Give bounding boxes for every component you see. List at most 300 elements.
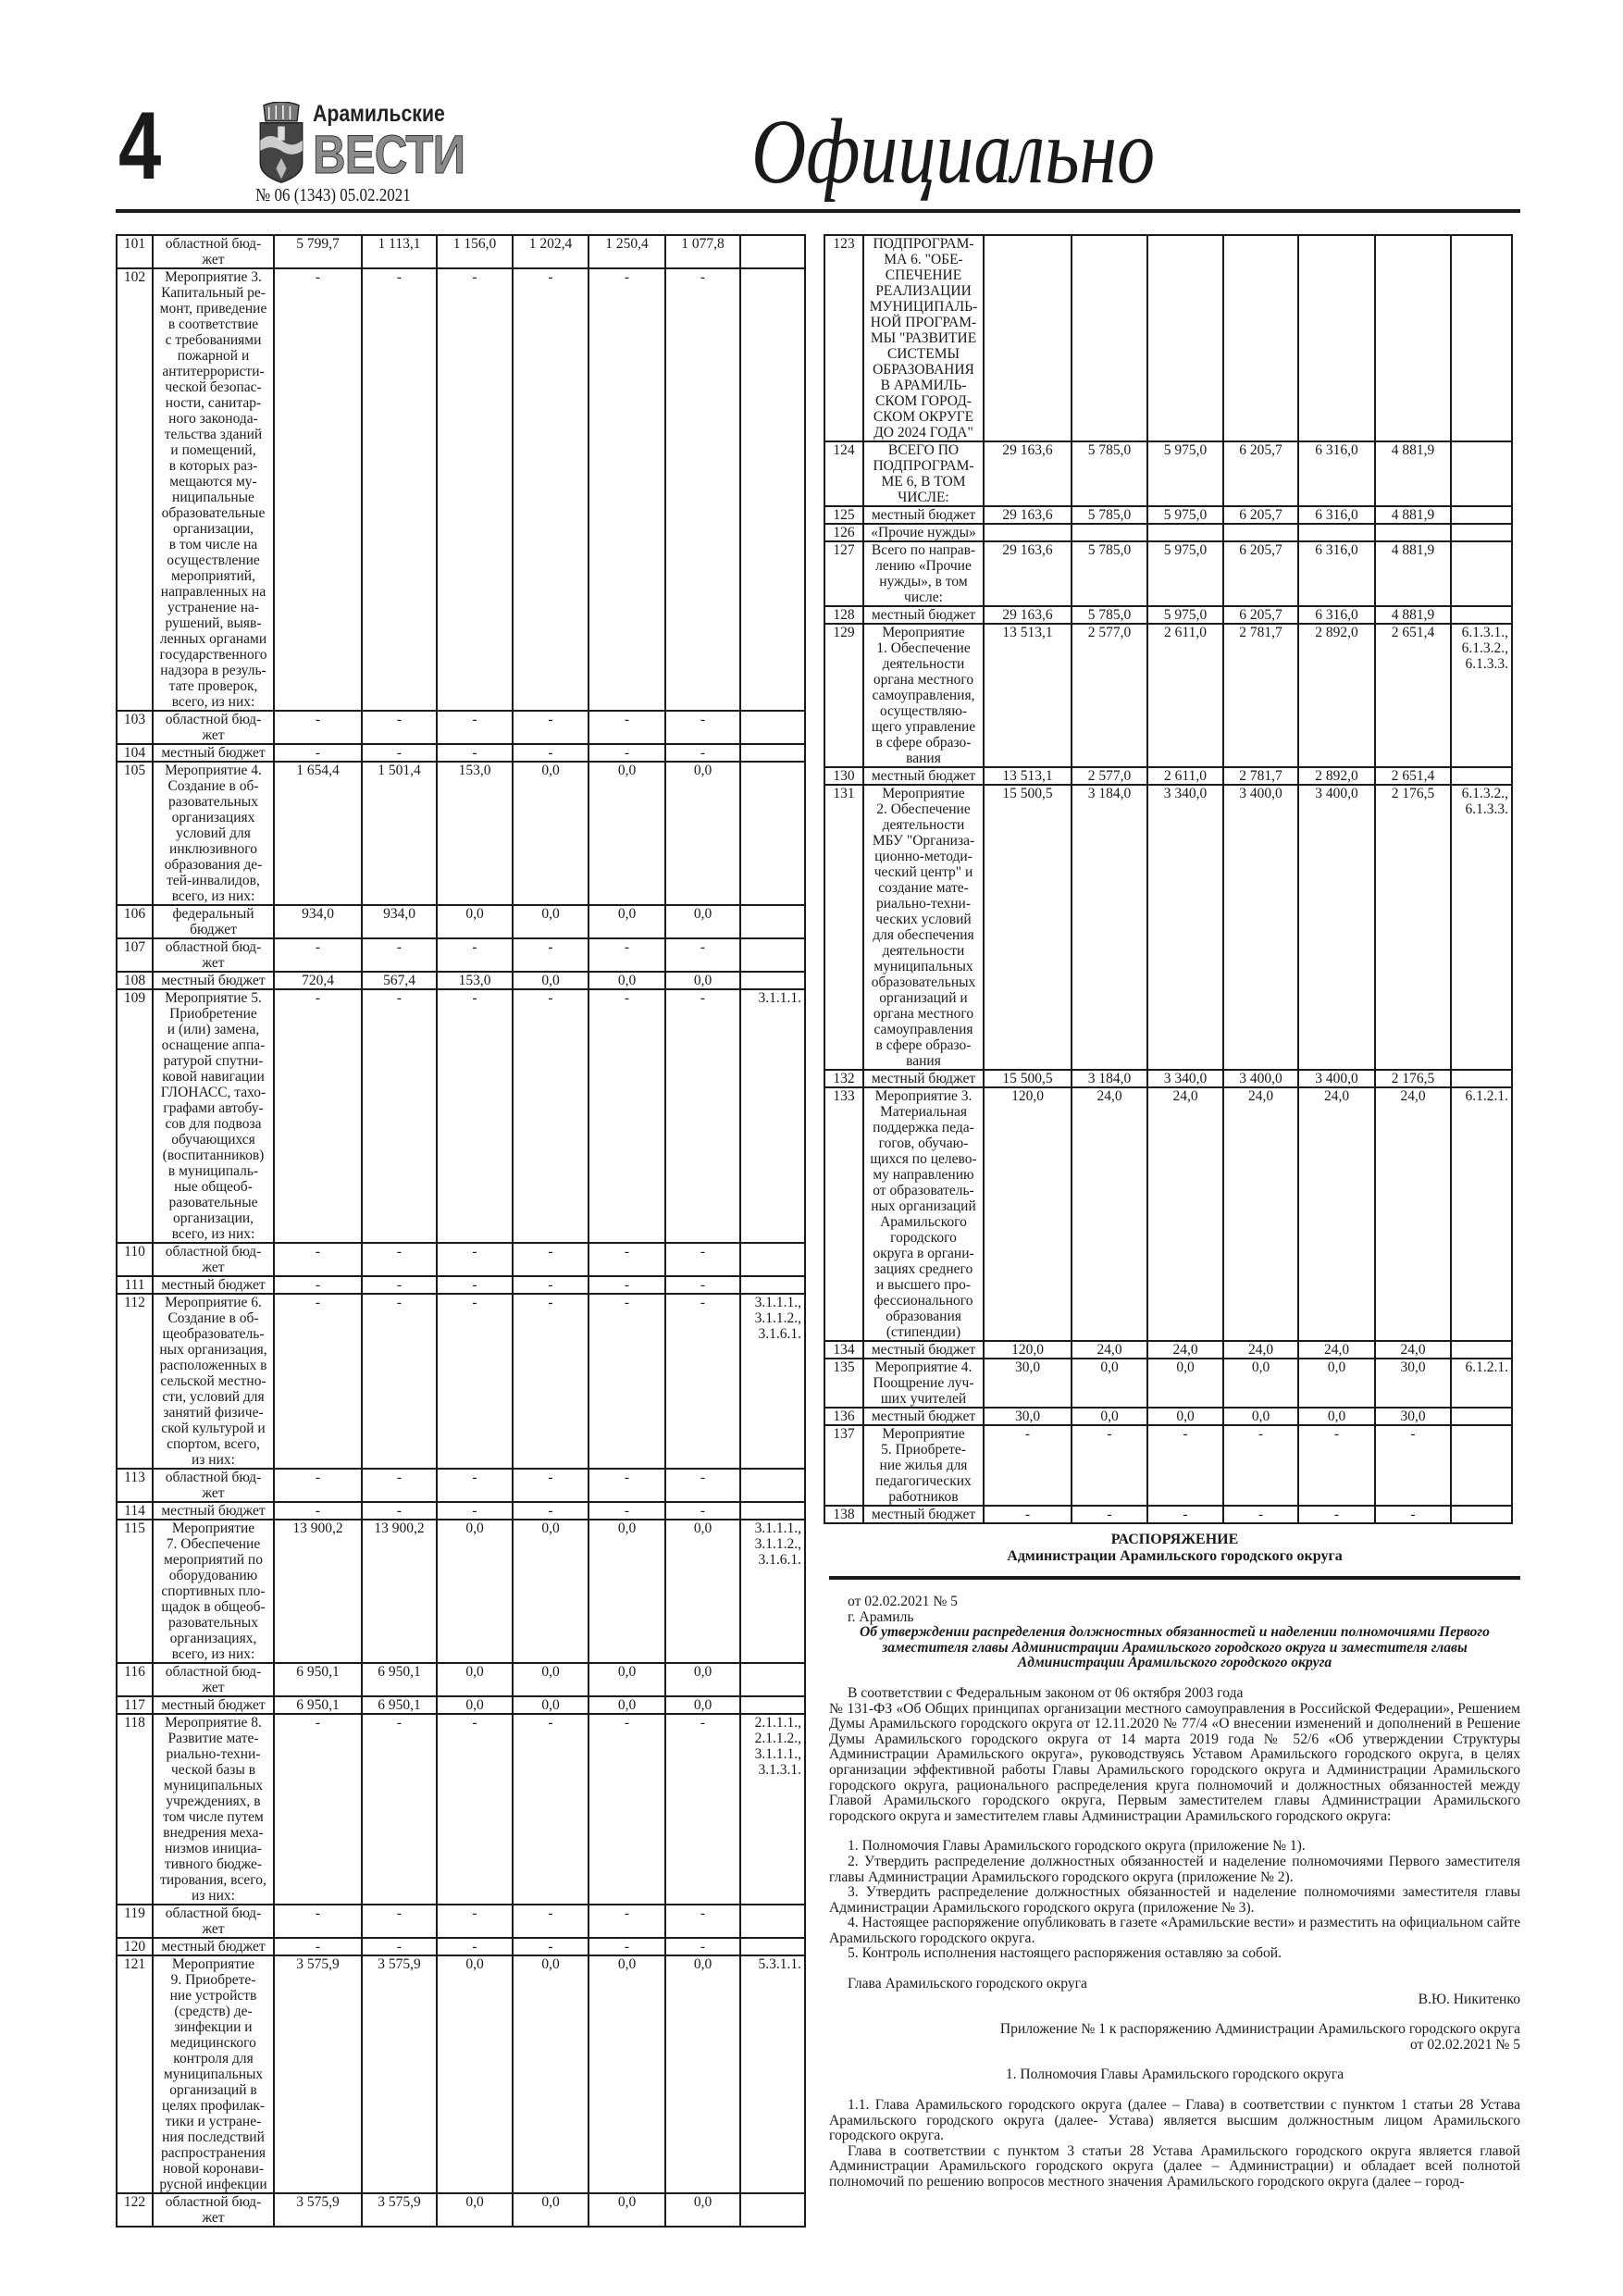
cell-row-name: местный бюджет — [153, 1502, 274, 1520]
cell-year-1: 5 785,0 — [1072, 506, 1147, 524]
cell-row-number: 135 — [824, 1359, 863, 1408]
cell-year-1: - — [362, 744, 437, 762]
cell-year-2: - — [437, 268, 513, 711]
signature-name: В.Ю. Никитенко — [1418, 1991, 1520, 2007]
cell-row-number: 117 — [117, 1696, 153, 1714]
cell-target-code — [1451, 506, 1512, 524]
cell-year-5: - — [665, 1714, 740, 1905]
table-row — [117, 711, 805, 744]
cell-year-5: - — [665, 1502, 740, 1520]
logo-title-main: ВЕСТИ — [313, 125, 465, 185]
table-row — [117, 1714, 805, 1905]
cell-row-number: 136 — [824, 1408, 863, 1425]
cell-row-name: Мероприятие 4. Создание в об- разовательных организациях условий для инклюзивного образования де- тей-инвалидов, всего, из них: — [153, 762, 274, 905]
cell-year-5: 2 176,5 — [1375, 785, 1451, 1070]
cell-year-2: 0,0 — [437, 2193, 513, 2227]
cell-year-2 — [1147, 235, 1223, 441]
cell-year-4: 0,0 — [588, 2193, 665, 2227]
cell-year-3: 0,0 — [513, 905, 588, 938]
cell-year-2: - — [437, 711, 513, 744]
preamble-text: № 131-ФЗ «Об Общих принципах организации местного самоуправления в Российской Федерации», Решением Думы Арамильского городского округа от 12.11.2020 № 77/4 «О внесении изменений и дополнений в Решение Думы Арамильского городского округа от 14 марта 2019 года № 52/6 «Об утверждении Структуры Администрации Арамильского округа», руководствуясь Уставом Арамильского городского округа, в целях организации эффективной работы Главы Арамильского городского округа и Администрации Арамильского городского округа, рационального распределения круга полномочий и должностных обязанностей между Главой Арамильского городского округа, Первым заместителем главы Администрации Арамильского городского округа и заместителем главы Администрации Арамильского городского округа: — [829, 1700, 1520, 1824]
cell-year-5: - — [665, 989, 740, 1243]
section-heading: 1. Полномочия Главы Арамильского городского округа — [1005, 2066, 1344, 2083]
cell-row-number: 108 — [117, 972, 153, 989]
cell-year-2: 0,0 — [1147, 1359, 1223, 1408]
page-number: 4 — [118, 93, 162, 200]
cell-year-3: 1 202,4 — [513, 235, 588, 268]
cell-year-5: - — [665, 1276, 740, 1294]
cell-year-4: 0,0 — [1298, 1359, 1375, 1408]
cell-year-4: - — [588, 1243, 665, 1276]
cell-year-2: 0,0 — [1147, 1408, 1223, 1425]
cell-year-4: - — [588, 1905, 665, 1938]
cell-year-1: 6 950,1 — [362, 1663, 437, 1696]
cell-year-4: 0,0 — [588, 762, 665, 905]
cell-total: 120,0 — [984, 1087, 1072, 1341]
cell-year-4: 6 316,0 — [1298, 506, 1375, 524]
cell-row-name: Мероприятие 7. Обеспечение мероприятий по оборудованию спортивных пло- щадок в общеоб- разовательных организациях, всего, из них: — [153, 1520, 274, 1663]
cell-year-2: 153,0 — [437, 972, 513, 989]
table-row — [117, 1905, 805, 1938]
cell-target-code: 3.1.1.1., 3.1.1.2., 3.1.6.1. — [740, 1294, 805, 1469]
cell-total: 120,0 — [984, 1341, 1072, 1359]
cell-year-4: 0,0 — [588, 905, 665, 938]
table-row — [117, 1663, 805, 1696]
cell-target-code — [740, 1938, 805, 1955]
cell-year-4: - — [588, 268, 665, 711]
appendix-reference: Приложение № 1 к распоряжению Администрации Арамильского городского округа — [999, 2021, 1520, 2038]
cell-year-1: - — [362, 1502, 437, 1520]
cell-row-number: 115 — [117, 1520, 153, 1663]
cell-year-4: 6 316,0 — [1298, 541, 1375, 606]
table-row — [117, 1520, 805, 1663]
cell-year-3: 0,0 — [513, 762, 588, 905]
cell-row-number: 128 — [824, 606, 863, 624]
cell-year-3 — [1223, 235, 1298, 441]
cell-year-1: 1 501,4 — [362, 762, 437, 905]
cell-year-5: - — [665, 1294, 740, 1469]
cell-year-2: - — [437, 1243, 513, 1276]
header-divider — [116, 209, 1520, 213]
cell-year-3: 2 781,7 — [1223, 767, 1298, 785]
body-paragraph: Глава в соответствии с пунктом 3 статьи 28 Устава Арамильского городского округа является главой Администрации Арамильского городского округа (далее – Администрации) и обладает всей полнотой полномочий по решению вопросов местного значения Арамильского городского округа (далее – город- — [829, 2142, 1520, 2190]
cell-target-code — [1451, 606, 1512, 624]
table-row — [824, 506, 1512, 524]
cell-year-1: 3 575,9 — [362, 1955, 437, 2193]
cell-row-number: 101 — [117, 235, 153, 268]
cell-year-5: 30,0 — [1375, 1359, 1451, 1408]
cell-total: - — [274, 989, 362, 1243]
order-item: 1. Полномочия Главы Арамильского городского округа (приложение № 1). — [848, 1838, 1306, 1855]
cell-target-code: 6.1.2.1. — [1451, 1087, 1512, 1341]
cell-target-code — [1451, 767, 1512, 785]
cell-row-name: областной бюд- жет — [153, 938, 274, 972]
cell-year-3: - — [513, 268, 588, 711]
cell-total: - — [274, 1938, 362, 1955]
cell-year-1: - — [362, 1294, 437, 1469]
cell-target-code — [1451, 1070, 1512, 1087]
cell-row-name: Мероприятие 6. Создание в об- щеобразователь- ных организация, расположенных в сельской местно- сти, условий для занятий физиче- ской культурой и спортом, всего, из них: — [153, 1294, 274, 1469]
table-row — [824, 606, 1512, 624]
budget-table-right — [824, 234, 1513, 1524]
cell-year-1: 24,0 — [1072, 1341, 1147, 1359]
body-paragraph: 1.1. Глава Арамильского городского округа (далее – Глава) в соответствии с пунктом 1 статьи 28 Устава Арамильского городского округа (далее- Устава) является высшим должностным лицом Арамильского городского округа. — [829, 2097, 1520, 2144]
cell-total: - — [274, 1243, 362, 1276]
cell-year-4: - — [588, 1276, 665, 1294]
cell-year-4: 6 316,0 — [1298, 441, 1375, 506]
cell-year-1: 5 785,0 — [1072, 606, 1147, 624]
cell-year-3: 0,0 — [513, 1955, 588, 2193]
cell-year-3: - — [513, 711, 588, 744]
cell-year-1: 3 184,0 — [1072, 1070, 1147, 1087]
budget-table-left — [116, 234, 806, 2228]
cell-target-code — [740, 938, 805, 972]
table-row — [824, 1506, 1512, 1523]
table-row — [824, 767, 1512, 785]
cell-year-3: 0,0 — [513, 1520, 588, 1663]
cell-row-name: местный бюджет — [863, 1070, 984, 1087]
cell-year-4: - — [1298, 1425, 1375, 1506]
cell-row-number: 106 — [117, 905, 153, 938]
cell-year-3: - — [513, 744, 588, 762]
order-document — [829, 1532, 1520, 2191]
table-row — [117, 1502, 805, 1520]
cell-target-code — [1451, 1425, 1512, 1506]
cell-year-4: - — [588, 938, 665, 972]
cell-row-name: областной бюд- жет — [153, 1905, 274, 1938]
cell-row-number: 129 — [824, 624, 863, 767]
cell-row-number: 112 — [117, 1294, 153, 1469]
cell-year-2 — [1147, 524, 1223, 541]
cell-row-name: местный бюджет — [863, 767, 984, 785]
cell-target-code — [740, 744, 805, 762]
cell-year-5: 1 077,8 — [665, 235, 740, 268]
cell-year-3: - — [513, 1243, 588, 1276]
cell-year-5: - — [665, 268, 740, 711]
cell-target-code — [740, 1502, 805, 1520]
table-row — [824, 1341, 1512, 1359]
cell-target-code — [740, 1663, 805, 1696]
table-row — [117, 744, 805, 762]
cell-year-3: - — [513, 1294, 588, 1469]
cell-year-4: - — [588, 1294, 665, 1469]
cell-year-5: 0,0 — [665, 905, 740, 938]
cell-row-name: ПОДПРОГРАМ- МА 6. "ОБЕ- СПЕЧЕНИЕ РЕАЛИЗАЦИИ МУНИЦИПАЛЬ- НОЙ ПРОГРАМ- МЫ "РАЗВИТИЕ СИСТЕМЫ ОБРАЗОВАНИЯ В АРАМИЛЬ- СКОМ ГОРОД- СКОМ ОКРУГЕ ДО 2024 ГОДА" — [863, 235, 984, 441]
cell-year-3: - — [1223, 1425, 1298, 1506]
cell-year-5: - — [1375, 1506, 1451, 1523]
cell-total: 30,0 — [984, 1359, 1072, 1408]
cell-row-number: 134 — [824, 1341, 863, 1359]
cell-target-code — [740, 268, 805, 711]
signature-title: Глава Арамильского городского округа — [848, 1976, 1087, 1992]
table-row — [117, 972, 805, 989]
cell-year-5: 0,0 — [665, 972, 740, 989]
cell-year-1: - — [362, 268, 437, 711]
cell-year-2: 1 156,0 — [437, 235, 513, 268]
cell-year-1: - — [362, 989, 437, 1243]
cell-row-number: 116 — [117, 1663, 153, 1696]
table-row — [824, 1087, 1512, 1341]
cell-total: 6 950,1 — [274, 1663, 362, 1696]
cell-target-code — [740, 711, 805, 744]
cell-year-3: 3 400,0 — [1223, 785, 1298, 1070]
order-item: 4. Настоящее распоряжение опубликовать в газете «Арамильские вести» и разместить на официальном сайте Арамильского городского округа. — [829, 1915, 1520, 1946]
cell-total: - — [274, 1502, 362, 1520]
cell-year-5: 0,0 — [665, 1696, 740, 1714]
cell-year-4: 24,0 — [1298, 1341, 1375, 1359]
cell-year-5 — [1375, 235, 1451, 441]
cell-target-code: 6.1.3.1., 6.1.3.2., 6.1.3.3. — [1451, 624, 1512, 767]
cell-target-code — [740, 1469, 805, 1502]
cell-year-2: 0,0 — [437, 1663, 513, 1696]
cell-row-number: 127 — [824, 541, 863, 606]
cell-year-2: 5 975,0 — [1147, 606, 1223, 624]
cell-row-name: Мероприятие 4. Поощрение луч- ших учителей — [863, 1359, 984, 1408]
cell-total: 1 654,4 — [274, 762, 362, 905]
cell-total: - — [274, 1714, 362, 1905]
cell-total: 6 950,1 — [274, 1696, 362, 1714]
cell-row-name: местный бюджет — [863, 1506, 984, 1523]
table-row — [117, 1938, 805, 1955]
cell-year-5: - — [665, 711, 740, 744]
cell-year-3: - — [513, 1469, 588, 1502]
cell-year-2: 0,0 — [437, 1520, 513, 1663]
cell-row-name: местный бюджет — [863, 506, 984, 524]
order-date: от 02.02.2021 № 5 — [848, 1594, 958, 1609]
table-row — [824, 235, 1512, 441]
cell-row-name: местный бюджет — [863, 606, 984, 624]
cell-year-4: 3 400,0 — [1298, 785, 1375, 1070]
cell-year-4: - — [588, 1938, 665, 1955]
cell-total: - — [984, 1425, 1072, 1506]
cell-row-number: 104 — [117, 744, 153, 762]
cell-year-5: 4 881,9 — [1375, 606, 1451, 624]
cell-year-2: 0,0 — [437, 1955, 513, 2193]
cell-year-1: 3 184,0 — [1072, 785, 1147, 1070]
cell-target-code — [1451, 524, 1512, 541]
cell-row-name: областной бюд- жет — [153, 1663, 274, 1696]
cell-row-number: 130 — [824, 767, 863, 785]
cell-year-1: 24,0 — [1072, 1087, 1147, 1341]
cell-year-3: - — [513, 1276, 588, 1294]
cell-target-code — [740, 1696, 805, 1714]
cell-total: 15 500,5 — [984, 785, 1072, 1070]
cell-year-3: - — [1223, 1506, 1298, 1523]
cell-year-3: - — [513, 1714, 588, 1905]
cell-row-name: местный бюджет — [153, 1276, 274, 1294]
cell-row-number: 120 — [117, 1938, 153, 1955]
cell-total — [984, 235, 1072, 441]
cell-year-1: - — [1072, 1425, 1147, 1506]
cell-row-name: местный бюджет — [153, 744, 274, 762]
cell-row-name: местный бюджет — [863, 1408, 984, 1425]
cell-year-1: 0,0 — [1072, 1408, 1147, 1425]
cell-target-code: 6.1.3.2., 6.1.3.3. — [1451, 785, 1512, 1070]
cell-year-1: 0,0 — [1072, 1359, 1147, 1408]
cell-year-5: 30,0 — [1375, 1408, 1451, 1425]
cell-year-2: - — [437, 1905, 513, 1938]
cell-year-2: - — [1147, 1506, 1223, 1523]
table-row — [824, 524, 1512, 541]
cell-year-3: 0,0 — [1223, 1359, 1298, 1408]
cell-row-name: областной бюд- жет — [153, 1243, 274, 1276]
order-item: 5. Контроль исполнения настоящего распоряжения оставляю за собой. — [848, 1945, 1282, 1962]
issue-number-date: № 06 (1343) 05.02.2021 — [255, 185, 411, 205]
cell-target-code — [1451, 1408, 1512, 1425]
cell-year-4: - — [588, 1714, 665, 1905]
cell-year-1: - — [362, 1276, 437, 1294]
cell-year-5: - — [665, 1469, 740, 1502]
cell-year-2: - — [437, 1294, 513, 1469]
cell-row-number: 105 — [117, 762, 153, 905]
right-column — [824, 234, 1520, 2191]
cell-year-4: 2 892,0 — [1298, 767, 1375, 785]
cell-year-5: 2 176,5 — [1375, 1070, 1451, 1087]
cell-total: - — [274, 711, 362, 744]
cell-year-2: 3 340,0 — [1147, 785, 1223, 1070]
cell-year-2: - — [437, 1469, 513, 1502]
cell-row-name: Всего по направ- лению «Прочие нужды», в том числе: — [863, 541, 984, 606]
cell-year-5: 24,0 — [1375, 1341, 1451, 1359]
cell-year-1: 13 900,2 — [362, 1520, 437, 1663]
cell-year-4: 0,0 — [588, 1520, 665, 1663]
cell-year-3: 2 781,7 — [1223, 624, 1298, 767]
cell-total: - — [274, 1276, 362, 1294]
cell-year-3: 6 205,7 — [1223, 506, 1298, 524]
cell-row-number: 103 — [117, 711, 153, 744]
cell-year-2: - — [437, 1938, 513, 1955]
cell-year-3: 6 205,7 — [1223, 541, 1298, 606]
cell-row-number: 114 — [117, 1502, 153, 1520]
cell-row-name: областной бюд- жет — [153, 711, 274, 744]
cell-target-code — [1451, 541, 1512, 606]
cell-row-name: Мероприятие 8. Развитие мате- риально-техни- ческой базы в муниципальных учреждениях, в том числе путем внедрения меха- низмов инициа- тивного бюдже- тирования, всего, из них: — [153, 1714, 274, 1905]
cell-year-1: 2 577,0 — [1072, 624, 1147, 767]
cell-year-2: - — [437, 1276, 513, 1294]
cell-total: 30,0 — [984, 1408, 1072, 1425]
cell-target-code: 3.1.1.1., 3.1.1.2., 3.1.6.1. — [740, 1520, 805, 1663]
cell-year-1: - — [362, 711, 437, 744]
cell-row-number: 102 — [117, 268, 153, 711]
cell-year-2: - — [1147, 1425, 1223, 1506]
cell-year-4: 2 892,0 — [1298, 624, 1375, 767]
cell-year-3 — [1223, 524, 1298, 541]
cell-total: 13 513,1 — [984, 767, 1072, 785]
cell-row-number: 137 — [824, 1425, 863, 1506]
cell-year-5: 2 651,4 — [1375, 624, 1451, 767]
cell-total: 29 163,6 — [984, 506, 1072, 524]
cell-row-number: 110 — [117, 1243, 153, 1276]
cell-year-1: 2 577,0 — [1072, 767, 1147, 785]
cell-year-2: 5 975,0 — [1147, 506, 1223, 524]
cell-target-code — [740, 235, 805, 268]
cell-row-name: Мероприятие 3. Капитальный ре- монт, приведение в соответствие с требованиями пожарной и антитеррористи- ческой безопас- ности, санитар- ного законода- тельства зданий и помещений, в которых раз- мещаются му- ниципальные образовательные организации, в том числе на осуществление мероприятий, направленных на устранение на- рушений, выяв- ленных органами государственного надзора в резуль- тате проверок, всего, из них: — [153, 268, 274, 711]
cell-row-name: местный бюджет — [153, 1696, 274, 1714]
cell-total — [984, 524, 1072, 541]
cell-target-code — [1451, 235, 1512, 441]
cell-year-3: 0,0 — [513, 2193, 588, 2227]
cell-year-5: - — [665, 1938, 740, 1955]
cell-year-5: 0,0 — [665, 762, 740, 905]
cell-year-1: 934,0 — [362, 905, 437, 938]
cell-year-2: 0,0 — [437, 905, 513, 938]
cell-year-5 — [1375, 524, 1451, 541]
cell-year-1: - — [362, 1243, 437, 1276]
cell-year-2: 2 611,0 — [1147, 624, 1223, 767]
cell-target-code — [740, 2193, 805, 2227]
cell-year-3: 0,0 — [513, 972, 588, 989]
cell-target-code — [1451, 1506, 1512, 1523]
cell-year-4: 24,0 — [1298, 1087, 1375, 1341]
cell-row-name: Мероприятие 3. Материальная поддержка педа- гогов, обучаю- щихся по целево- му направлению от образователь- ных организаций Арамильского городского округа в органи- зациях среднего и высшего про- фессионального образования (стипендии) — [863, 1087, 984, 1341]
cell-row-name: местный бюджет — [153, 972, 274, 989]
cell-year-2: 24,0 — [1147, 1087, 1223, 1341]
cell-year-1: - — [362, 938, 437, 972]
cell-year-4 — [1298, 235, 1375, 441]
order-issuer: Администрации Арамильского городского округа — [1007, 1548, 1343, 1564]
cell-total: 29 163,6 — [984, 541, 1072, 606]
cell-year-3: 24,0 — [1223, 1087, 1298, 1341]
table-row — [824, 785, 1512, 1070]
cell-year-5: 2 651,4 — [1375, 767, 1451, 785]
cell-year-1: - — [362, 1938, 437, 1955]
order-place: г. Арамиль — [848, 1608, 914, 1625]
cell-row-name: областной бюд- жет — [153, 2193, 274, 2227]
table-row — [824, 1359, 1512, 1408]
cell-row-number: 132 — [824, 1070, 863, 1087]
cell-row-number: 138 — [824, 1506, 863, 1523]
order-item: 3. Утвердить распределение должностных обязанностей и наделение полномочиями заместителя главы Администрации Арамильского городского округа (приложение № 3). — [829, 1884, 1520, 1916]
cell-year-3: 3 400,0 — [1223, 1070, 1298, 1087]
cell-year-5: 0,0 — [665, 1955, 740, 2193]
cell-year-5: 24,0 — [1375, 1087, 1451, 1341]
cell-row-number: 123 — [824, 235, 863, 441]
cell-target-code — [1451, 1341, 1512, 1359]
cell-year-2: 5 975,0 — [1147, 441, 1223, 506]
section-title: Официально — [751, 100, 1156, 203]
cell-row-name: Мероприятие 5. Приобрете- ние жилья для педагогических работников — [863, 1425, 984, 1506]
cell-year-5: 4 881,9 — [1375, 506, 1451, 524]
cell-target-code — [740, 762, 805, 905]
coat-of-arms-icon — [255, 102, 307, 185]
cell-row-name: местный бюджет — [153, 1938, 274, 1955]
cell-row-name: областной бюд- жет — [153, 235, 274, 268]
cell-target-code — [740, 905, 805, 938]
cell-year-1: - — [362, 1905, 437, 1938]
cell-row-number: 131 — [824, 785, 863, 1070]
cell-row-name: ВСЕГО ПО ПОДПРОГРАМ- МЕ 6, В ТОМ ЧИСЛЕ: — [863, 441, 984, 506]
cell-year-1: 5 785,0 — [1072, 441, 1147, 506]
cell-year-5: 4 881,9 — [1375, 541, 1451, 606]
cell-total: - — [274, 268, 362, 711]
cell-year-1: - — [362, 1714, 437, 1905]
table-row — [117, 1696, 805, 1714]
cell-target-code — [740, 1243, 805, 1276]
table-row — [117, 762, 805, 905]
cell-year-1: 3 575,9 — [362, 2193, 437, 2227]
cell-year-1: 5 785,0 — [1072, 541, 1147, 606]
table-row — [117, 1294, 805, 1469]
table-row — [117, 1243, 805, 1276]
table-row — [117, 905, 805, 938]
cell-row-number: 124 — [824, 441, 863, 506]
cell-row-name: «Прочие нужды» — [863, 524, 984, 541]
cell-year-5: 4 881,9 — [1375, 441, 1451, 506]
cell-row-number: 125 — [824, 506, 863, 524]
cell-year-2: - — [437, 1714, 513, 1905]
table-row — [117, 268, 805, 711]
cell-year-4: 1 250,4 — [588, 235, 665, 268]
